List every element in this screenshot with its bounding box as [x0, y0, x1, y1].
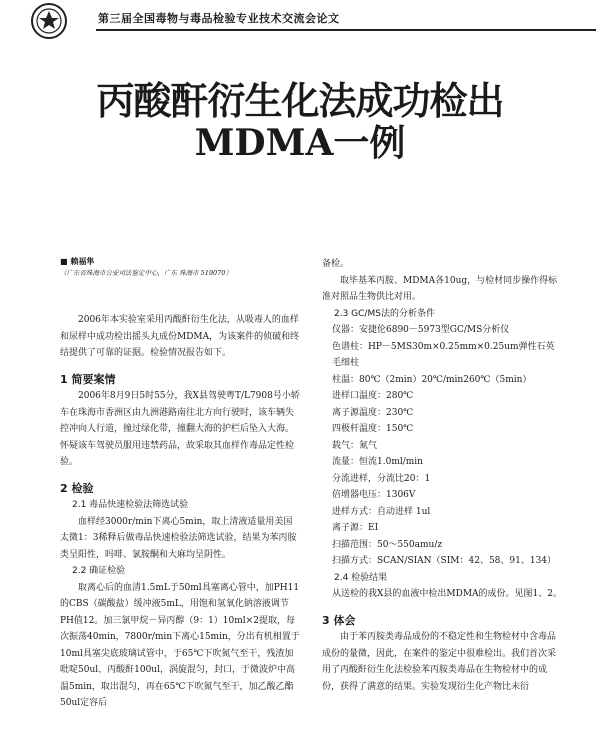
author-name: ■ 赖福隼: [60, 256, 95, 266]
left-column: [60, 312, 300, 712]
param-item: 扫描范围：50～550amu/z: [332, 539, 443, 550]
intro-paragraph: 2006年本实验室采用丙酸酐衍生化法，从吸毒人的血样和尿样中成功检出摇头丸成份MDMA，为该案件的侦破和终结提供了可靠的证据。检验情况报告如下。: [60, 315, 300, 358]
title-line1: 丙酸酐衍生化法成功检出: [96, 78, 504, 123]
header-text: 第三届全国毒物与毒品检验专业技术交流会论文: [98, 12, 340, 25]
param-item: 流量：恒流1.0ml/min: [332, 457, 423, 467]
right-column: [322, 256, 562, 695]
section-3-title: 3 体会: [322, 613, 356, 627]
param-item: 离子源温度：230℃: [332, 407, 414, 418]
title-line2: MDMA一例: [194, 122, 406, 164]
section-2-title: 2 检验: [60, 481, 94, 495]
param-item: 载气：氮气: [332, 440, 378, 451]
section-1-title: 1 简要案情: [60, 372, 116, 386]
column-line: 色谱柱：HP－5MS30m×0.25mm×0.25um弹性石英毛细柱: [332, 341, 555, 368]
section-2-4-text: 从送检的我X县的血液中检出MDMA的成份。见图1、2。: [332, 589, 563, 599]
section-3-text: 由于苯丙胺类毒品成份的不稳定性和生物检材中含毒品成份的量微，因此，在案件的鉴定中很难检出。我们首次采用了丙酸酐衍生化法检验苯丙胺类毒品在生物检材中的成份，获得了满意的结果。实验发现衍生化产物比未衍: [322, 632, 557, 692]
reference-paragraph: 取毕基苯丙胺、MDMA各10ug，与检材同步操作得标准对照品生物供比对用。: [322, 275, 558, 302]
section-2-1-title: 2.1 毒品快速检验法筛选试验: [72, 500, 189, 510]
param-item: 进样方式：自动进样 1ul: [332, 506, 431, 517]
param-item: 倍增器电压：1306V: [332, 490, 416, 500]
section-2-2-text: 取离心后的血清1.5mL于50ml具塞离心管中，加PH11的CBS（碳酸盐）缓冲液5mL，用饱和氢氧化钠溶液调节PH值12。加三氯甲烷－异丙醇（9：1）10ml×2提取，每次振荡40min，7800r/min下离心15min，分出有机相置于10ml具塞尖底玻璃试管中，于65℃下吹氮气至干，残渣加吡啶50ul、丙酸酐100ul，涡旋混匀，封口，于微波炉中高温5min，取出混匀，再在65℃下吹氮气至干，加乙酸乙酯50ul定容后: [60, 582, 300, 708]
emblem-logo-icon: [30, 2, 68, 40]
section-2-2-title: 2.2 确证检验: [72, 566, 126, 576]
param-item: 扫描方式：SCAN/SIAN（SIM：42、58、91、134）: [332, 556, 557, 566]
param-item: 进样口温度：280℃: [332, 391, 414, 401]
param-item: 离子源：EI: [332, 523, 379, 533]
instrument-line: 仪器：安捷伦6890－5973型GC/MS分析仪: [332, 325, 510, 335]
author-affiliation: （广东省珠海市公安司法鉴定中心，广东 珠海市 519070）: [60, 269, 232, 277]
header-rule: [96, 29, 596, 31]
param-item: 分流进样，分流比20：1: [332, 473, 431, 484]
section-2-1-text: 血样经3000r/min下离心5min，取上清液适量用美国太微1：3稀释后做毒品快速检验法筛选试验，结果为苯丙胺类呈阳性，吗啡、氯胺酮和大麻均呈阴性。: [60, 516, 297, 560]
continued-text: 备检。: [322, 259, 350, 269]
param-item: 四极杆温度：150℃: [332, 424, 414, 434]
section-2-3-title: 2.3 GC/MS法的分析条件: [334, 308, 435, 319]
section-2-4-title: 2.4 检验结果: [334, 572, 388, 583]
section-1-text: 2006年8月9日5时55分，我X县驾驶粤T/L7908号小轿车在珠海市香洲区由九洲港路南往北方向行驶时，该车辆失控冲向人行道，撞过绿化带，撞翻大海的护栏后坠入大海。怀疑该车驾驶员服用违禁药品，故采取其血样作毒品定性检验。: [60, 391, 300, 467]
param-item: 柱温：80℃（2min）20℃/min260℃（5min）: [332, 374, 532, 385]
page-header: [30, 2, 600, 42]
